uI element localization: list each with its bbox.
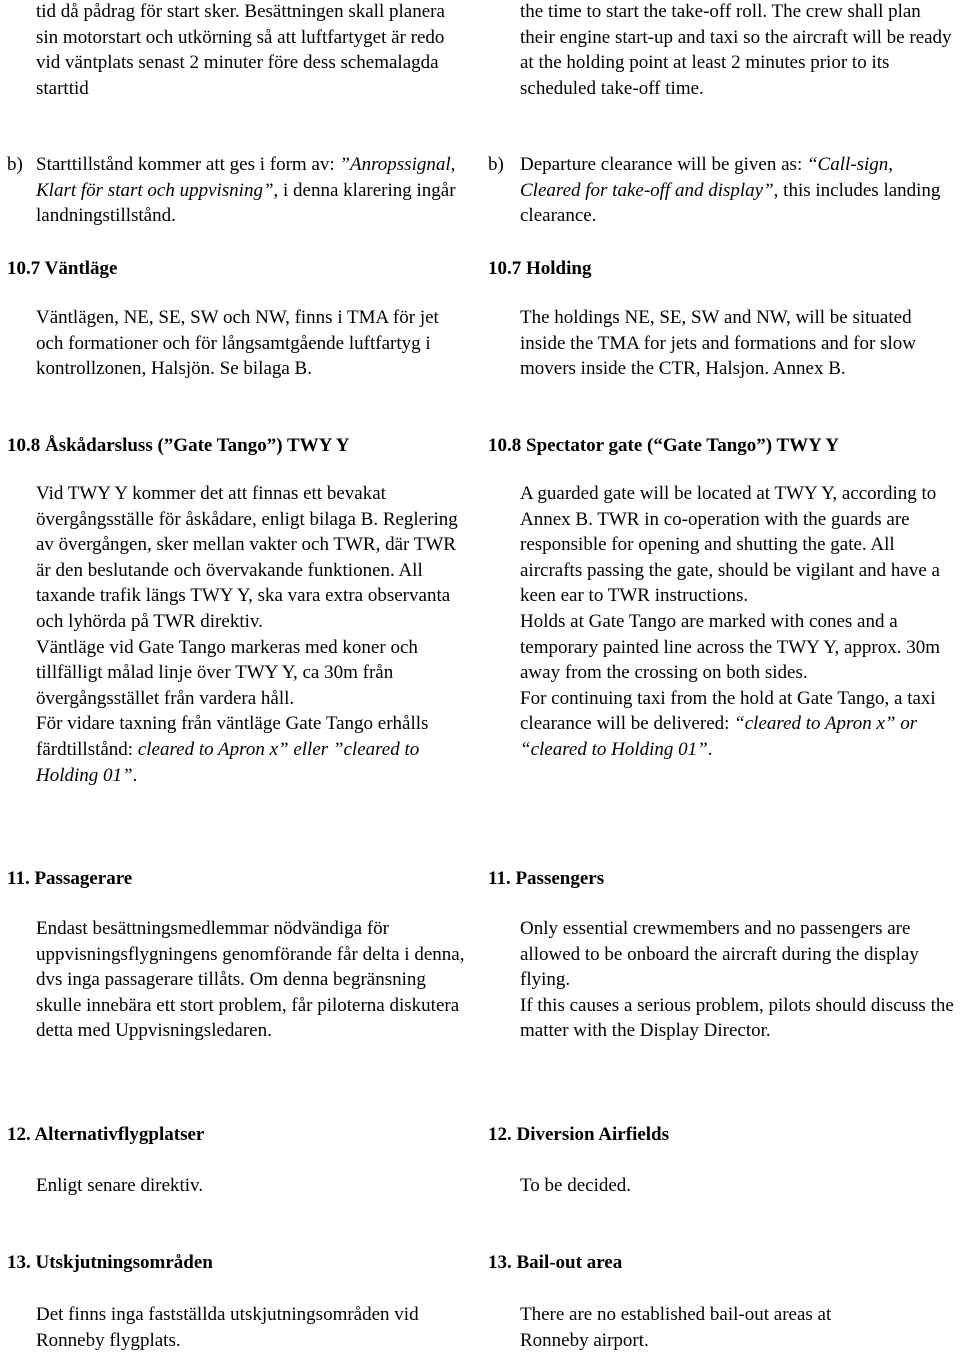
sv-10-8-paragraph-2: Väntläge vid Gate Tango markeras med koner och tillfälligt målad linje över TWY Y, ca 30m från övergångsstället från vardera håll.	[36, 636, 418, 709]
sv-10-8-p3-end: .	[132, 764, 138, 786]
en-list-marker: b)	[488, 154, 504, 175]
en-heading-12: 12. Diversion Airfields	[488, 1124, 670, 1145]
en-heading-13: 13. Bail-out area	[488, 1252, 623, 1273]
sv-list-marker: b)	[7, 154, 23, 175]
en-item-b-quote: “Call-sign, Cleared for take-off and display”	[520, 154, 894, 201]
sv-heading-12: 12. Alternativflygplatser	[7, 1124, 205, 1145]
sv-item-b-text-end: , i denna klarering ingår landningstillstånd.	[36, 179, 456, 227]
sv-10-8-p3-quote: cleared to Apron x” eller ”cleared to Holding 01”	[36, 738, 420, 786]
en-10-8-p3-quote: “cleared to Apron x” or “cleared to Holding 01”	[520, 713, 918, 760]
en-10-8-paragraph-1: A guarded gate will be located at TWY Y, according to Annex B. TWR in co-operation with the guards are responsible for opening and shutting the gate. All aircrafts passing the gate, should be vigilant and have a keen ear to TWR instructions.	[520, 483, 940, 607]
en-heading-10-8: 10.8 Spectator gate (“Gate Tango”) TWY Y	[488, 435, 839, 456]
sv-10-8-paragraph-1: Vid TWY Y kommer det att finnas ett bevakat övergångsställe för åskådare, enligt bilaga B. Reglering av övergången, sker mellan vakter och TWR, där TWR är den beslutande och övervakande funktionen. All taxande trafik längs TWY Y, ska vara extra observanta och lyhörda på TWR direktiv.	[36, 483, 458, 632]
sv-heading-11: 11. Passagerare	[7, 868, 133, 889]
en-13-body: There are no established bail-out areas at Ronneby airport.	[520, 1304, 832, 1351]
en-list-item-b	[488, 152, 953, 229]
en-11-body	[520, 916, 958, 1044]
sv-10-8-body	[36, 481, 464, 788]
sv-10-8-p3-text: För vidare taxning från väntläge Gate Tango erhålls färdtillstånd:	[36, 713, 429, 760]
sv-13-body: Det finns inga fastställda utskjutningsområden vid Ronneby flygplats.	[36, 1304, 419, 1351]
sv-10-8-paragraph-3	[36, 711, 464, 788]
en-10-8-p3-text: For continuing taxi from the hold at Gate Tango, a taxi clearance will be delivered:	[520, 687, 936, 735]
sv-12-body: Enligt senare direktiv.	[36, 1175, 204, 1196]
en-11-paragraph-1: Only essential crewmembers and no passengers are allowed to be onboard the aircraft during the display flying.	[520, 918, 919, 991]
en-heading-10-7: 10.7 Holding	[488, 258, 592, 279]
sv-11-body: Endast besättningsmedlemmar nödvändiga för uppvisningsflygningens genomförande får delta i denna, dvs inga passagerare tillåts. Om denna begränsning skulle innebära ett stort problem, får piloterna diskutera detta med Uppvisningsledaren.	[36, 918, 465, 1042]
sv-heading-10-7: 10.7 Väntläge	[7, 258, 118, 279]
en-10-8-body	[520, 481, 955, 763]
en-10-8-paragraph-2: Holds at Gate Tango are marked with cones and a temporary painted line across the TWY Y, approx. 30m away from the crossing on both sides.	[520, 610, 941, 684]
en-item-b-text: Departure clearance will be given as:	[520, 154, 807, 175]
sv-heading-10-8: 10.8 Åskådarsluss (”Gate Tango”) TWY Y	[7, 435, 350, 456]
sv-list-item-b	[7, 152, 467, 229]
sv-10-7-body: Väntlägen, NE, SE, SW och NW, finns i TMA för jet och formationer och för långsamtgående luftfartyg i kontrollzonen, Halsjön. Se bilaga B.	[36, 307, 439, 380]
en-list-text	[520, 152, 953, 229]
sv-intro-paragraph: tid då pådrag för start sker. Besättningen skall planera sin motorstart och utkörning så att luftfartyget är redo vid väntplats senast 2 minuter före dess schemalagda starttid	[36, 1, 445, 99]
en-10-7-body: The holdings NE, SE, SW and NW, will be situated inside the TMA for jets and formations and for slow movers inside the CTR, Halsjon. Annex B.	[520, 307, 916, 380]
en-11-paragraph-2: If this causes a serious problem, pilots should discuss the matter with the Display Director.	[520, 994, 954, 1042]
sv-item-b-text: Starttillstånd kommer att ges i form av:	[36, 154, 340, 175]
en-heading-11: 11. Passengers	[488, 868, 605, 889]
en-intro-paragraph: the time to start the take-off roll. The crew shall plan their engine start-up and taxi so the aircraft will be ready at the holding point at least 2 minutes prior to its scheduled take-off time.	[520, 1, 952, 99]
en-12-body: To be decided.	[520, 1175, 632, 1196]
en-item-b-text-end: , this includes landing clearance.	[520, 179, 941, 227]
en-10-8-p3-end: .	[707, 738, 713, 760]
en-10-8-paragraph-3	[520, 686, 955, 763]
sv-item-b-quote: ”Anropssignal, Klart för start och uppvisning”	[36, 154, 456, 201]
sv-list-text	[36, 152, 467, 229]
sv-heading-13: 13. Utskjutningsområden	[7, 1252, 213, 1273]
